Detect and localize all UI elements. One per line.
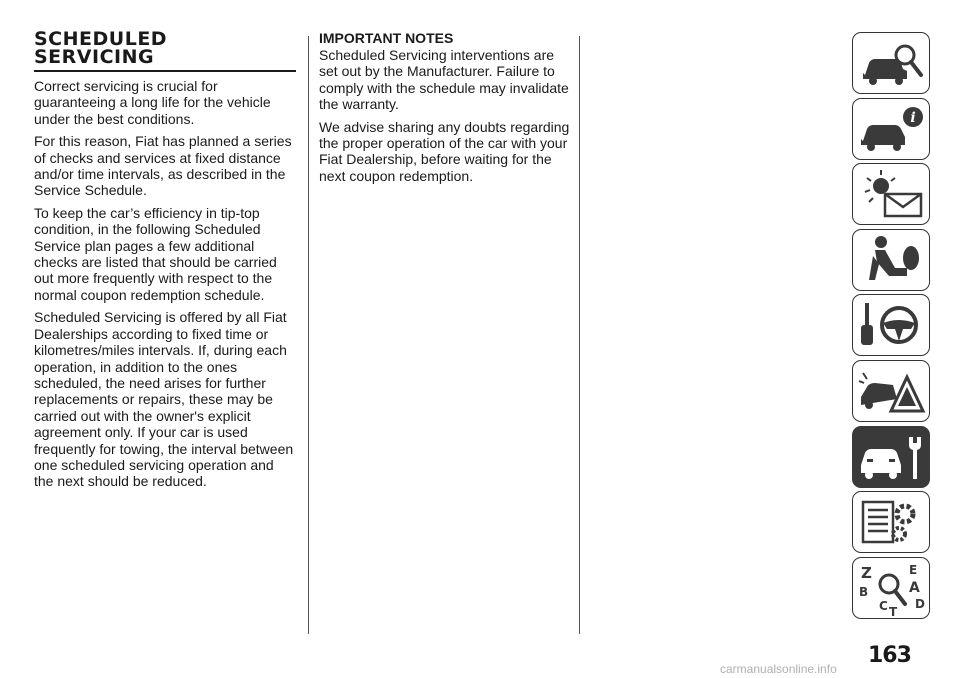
paragraph: Scheduled Servicing interventions are set out by the Manufacturer. Failure to comply with the schedule may invalidate the warranty. [319,47,569,113]
alphabet-index-icon [855,560,927,616]
airbag-seat-icon [855,232,927,288]
section-title [34,30,296,72]
letter-z: Z [861,563,872,582]
paragraph: For this reason, Fiat has planned a series of checks and services at fixed distance and/or time intervals, as described in the Service Schedule. [34,133,292,199]
warning-light-envelope-icon [855,166,927,222]
left-column [34,30,296,490]
key-steering-wheel-icon [855,297,927,353]
tab-warning-lights[interactable] [852,163,930,225]
tab-technical-data[interactable] [852,491,930,553]
letter-c: C [879,598,888,613]
letter-b: B [859,584,869,599]
letter-d: D [915,596,925,611]
letter-t: T [889,604,898,616]
tab-servicing[interactable] [852,426,930,488]
tab-emergency[interactable] [852,360,930,422]
chapter-tabs [852,32,932,622]
paragraph: Correct servicing is crucial for guaranteeing a long life for the vehicle under the best conditions. [34,78,271,127]
car-magnifier-icon [855,35,927,91]
page-number: 163 [868,643,911,668]
paragraph: To keep the car’s efficiency in tip-top condition, in the following Scheduled Service plan pages a few additional checks are listed that should be carried out more frequently with respect to the normal coupon redemption schedule. [34,204,277,303]
paragraph: We advise sharing any doubts regarding the proper operation of the car with your Fiat Dealership, before waiting for the next coupon redemption. [319,118,570,184]
right-column [319,30,571,184]
title-line-2: SERVICING [34,46,155,68]
tab-car-inspection[interactable] [852,32,930,94]
tab-index[interactable] [852,557,930,619]
tab-car-info[interactable] [852,98,930,160]
list-gear-icon [855,494,927,550]
car-warning-triangle-icon [855,363,927,419]
title-line-1: SCHEDULED [34,28,168,50]
svg-text:i: i [910,109,916,126]
car-wrench-icon [855,429,927,485]
tab-safety[interactable] [852,229,930,291]
paragraph: Scheduled Servicing is offered by all Fiat Dealerships according to fixed time or kilometres/miles intervals. If, during each operation, in addition to the ones scheduled, the need arises for further replacements or repairs, these may be carried out with the owner's explicit agreement only. If your car is used frequently for towing, the interval between one scheduled servicing operation and the next should be reduced. [34,309,294,490]
letter-e: E [909,562,918,577]
tab-starting-driving[interactable] [852,294,930,356]
notes-heading: IMPORTANT NOTES [319,30,454,46]
letter-a: A [909,579,920,596]
column-divider [308,36,309,634]
column-divider [579,36,580,634]
watermark: carmanualsonline.info [720,662,837,676]
car-info-icon [855,101,927,157]
